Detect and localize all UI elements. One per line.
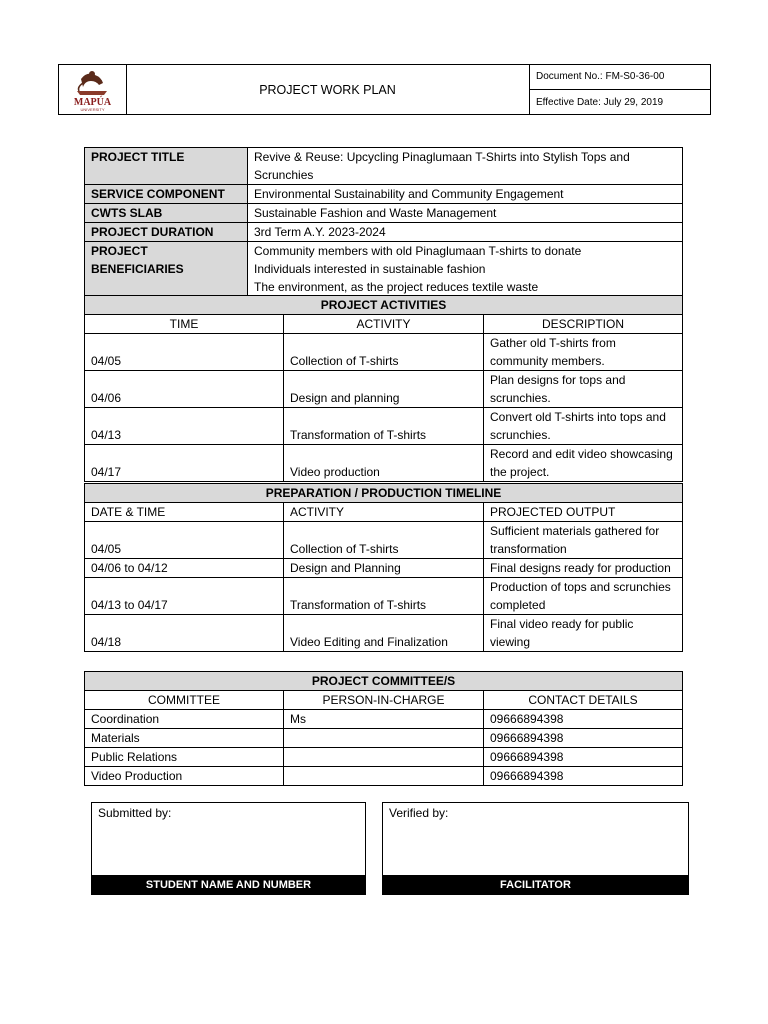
table-row	[85, 615, 683, 652]
person-cell: Ms	[284, 710, 484, 729]
facilitator-bar: FACILITATOR	[382, 875, 689, 895]
description-cell: Plan designs for tops and scrunchies.	[484, 371, 683, 408]
description-cell: Record and edit video showcasing the project.	[484, 445, 683, 482]
project-info-table	[84, 147, 683, 297]
committee-cell: Coordination	[85, 710, 284, 729]
person-cell	[284, 767, 484, 786]
effective-date: Effective Date: July 29, 2019	[536, 96, 664, 108]
section-title: PROJECT ACTIVITIES	[85, 296, 683, 315]
project-title-value: Revive & Reuse: Upcycling Pinaglumaan T-Shirts into Stylish Tops and Scrunchies	[248, 148, 683, 185]
time-cell: 04/06	[85, 371, 284, 408]
table-row	[85, 729, 683, 748]
seal-icon	[59, 65, 126, 114]
beneficiary-line: The environment, as the project reduces textile waste	[254, 280, 539, 294]
student-name-bar: STUDENT NAME AND NUMBER	[91, 875, 366, 895]
info-label: PROJECT DURATION	[85, 223, 248, 242]
verified-by-label: Verified by:	[389, 806, 449, 820]
contact-cell: 09666894398	[484, 748, 683, 767]
university-logo	[59, 65, 127, 114]
project-activities-table	[84, 295, 683, 482]
info-label: CWTS SLAB	[85, 204, 248, 223]
cwts-slab-value: Sustainable Fashion and Waste Management	[248, 204, 683, 223]
info-label: SERVICE COMPONENT	[85, 185, 248, 204]
submitted-by-box	[91, 802, 366, 895]
column-header: CONTACT DETAILS	[484, 691, 683, 710]
page-title: PROJECT WORK PLAN	[126, 65, 530, 114]
column-header: COMMITTEE	[85, 691, 284, 710]
document-header	[58, 64, 711, 115]
activity-cell: Collection of T-shirts	[284, 334, 484, 371]
activity-cell: Transformation of T-shirts	[284, 578, 484, 615]
info-row-beneficiaries	[85, 242, 683, 297]
output-cell: Sufficient materials gathered for transformation	[484, 522, 683, 559]
info-row-slab	[85, 204, 683, 223]
service-component-value: Environmental Sustainability and Community Engagement	[248, 185, 683, 204]
time-cell: 04/13 to 04/17	[85, 578, 284, 615]
output-cell: Production of tops and scrunchies completed	[484, 578, 683, 615]
info-label: PROJECT TITLE	[85, 148, 248, 185]
table-row	[85, 522, 683, 559]
time-cell: 04/05	[85, 334, 284, 371]
description-cell: Gather old T-shirts from community members.	[484, 334, 683, 371]
info-label: PROJECT BENEFICIARIES	[85, 242, 248, 297]
column-header: ACTIVITY	[284, 503, 484, 522]
time-cell: 04/06 to 04/12	[85, 559, 284, 578]
committee-cell: Video Production	[85, 767, 284, 786]
info-row-duration	[85, 223, 683, 242]
column-header: PROJECTED OUTPUT	[484, 503, 683, 522]
info-row-service	[85, 185, 683, 204]
column-header: ACTIVITY	[284, 315, 484, 334]
contact-cell: 09666894398	[484, 729, 683, 748]
table-row	[85, 559, 683, 578]
project-committee-table	[84, 671, 683, 786]
output-cell: Final video ready for public viewing	[484, 615, 683, 652]
output-cell: Final designs ready for production	[484, 559, 683, 578]
table-row	[85, 578, 683, 615]
section-title: PROJECT COMMITTEE/S	[85, 672, 683, 691]
description-cell: Convert old T-shirts into tops and scrunchies.	[484, 408, 683, 445]
document-number: Document No.: FM-S0-36-00	[529, 65, 710, 90]
contact-cell: 09666894398	[484, 767, 683, 786]
committee-cell: Public Relations	[85, 748, 284, 767]
person-cell	[284, 729, 484, 748]
column-header: PERSON-IN-CHARGE	[284, 691, 484, 710]
activity-cell: Design and Planning	[284, 559, 484, 578]
submitted-by-label: Submitted by:	[98, 806, 172, 820]
info-row-title	[85, 148, 683, 185]
table-row	[85, 710, 683, 729]
time-cell: 04/05	[85, 522, 284, 559]
time-cell: 04/17	[85, 445, 284, 482]
activity-cell: Transformation of T-shirts	[284, 408, 484, 445]
table-row	[85, 445, 683, 482]
section-title: PREPARATION / PRODUCTION TIMELINE	[85, 484, 683, 503]
project-duration-value: 3rd Term A.Y. 2023-2024	[248, 223, 683, 242]
table-row	[85, 408, 683, 445]
activity-cell: Collection of T-shirts	[284, 522, 484, 559]
table-row	[85, 748, 683, 767]
table-row	[85, 767, 683, 786]
activity-cell: Design and planning	[284, 371, 484, 408]
table-row	[85, 334, 683, 371]
person-cell	[284, 748, 484, 767]
verified-by-box	[382, 802, 689, 895]
logo-subtext: UNIVERSITY	[80, 107, 105, 112]
table-row	[85, 371, 683, 408]
column-header: DESCRIPTION	[484, 315, 683, 334]
column-header: TIME	[85, 315, 284, 334]
beneficiary-line: Individuals interested in sustainable fashion	[254, 262, 486, 276]
activity-cell: Video Editing and Finalization	[284, 615, 484, 652]
contact-cell: 09666894398	[484, 710, 683, 729]
logo-text: MAPÚA	[73, 97, 112, 108]
column-header: DATE & TIME	[85, 503, 284, 522]
time-cell: 04/18	[85, 615, 284, 652]
activity-cell: Video production	[284, 445, 484, 482]
project-beneficiaries-value	[248, 242, 683, 297]
time-cell: 04/13	[85, 408, 284, 445]
beneficiary-line: Community members with old Pinaglumaan T-shirts to donate	[254, 244, 582, 258]
production-timeline-table	[84, 483, 683, 652]
committee-cell: Materials	[85, 729, 284, 748]
